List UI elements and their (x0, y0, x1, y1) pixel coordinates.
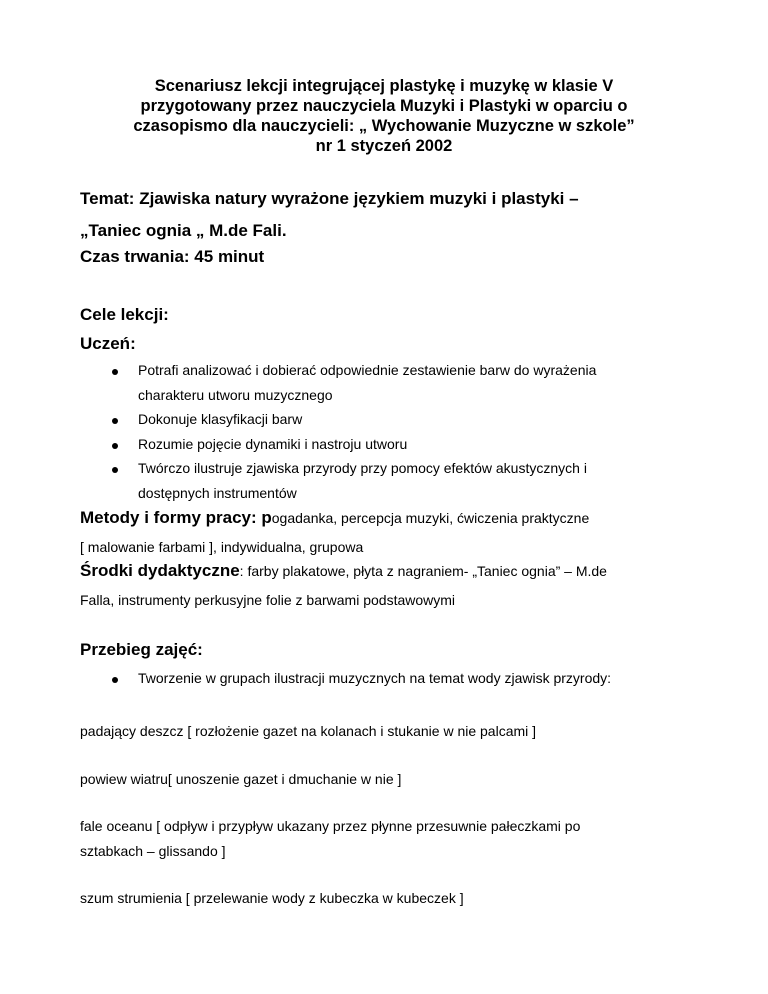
paragraph-stream: szum strumienia [ przelewanie wody z kubeczka w kubeczek ] (80, 890, 464, 906)
paragraph-wind: powiew wiatru[ unoszenie gazet i dmuchanie w nie ] (80, 771, 402, 787)
goal-item-3: Rozumie pojęcie dynamiki i nastroju utworu (138, 436, 408, 452)
title-line-4: nr 1 styczeń 2002 (315, 137, 453, 155)
aids-text: : farby plakatowe, płyta z nagraniem- „Taniec ognia” – M.de (239, 563, 607, 579)
aids-line (80, 561, 607, 581)
bullet-dot (112, 677, 118, 683)
paragraph-rain: padający deszcz [ rozłożenie gazet na kolanach i stukanie w nie palcami ] (80, 723, 537, 739)
aids-label: Środki dydaktyczne (80, 561, 240, 580)
lesson-duration: Czas trwania: 45 minut (80, 247, 265, 266)
course-heading: Przebieg zajęć: (80, 640, 203, 659)
bullet-dot (112, 467, 118, 473)
aids-line-2: Falla, instrumenty perkusyjne folie z barwami podstawowymi (80, 592, 456, 608)
paragraph-waves-cont: sztabkach – glissando ] (80, 843, 226, 859)
goal-item-4-cont: dostępnych instrumentów (138, 485, 297, 501)
bullet-dot (112, 369, 118, 375)
document-title (90, 76, 678, 156)
title-line-1: Scenariusz lekcji integrującej plastykę i muzykę w klasie V (154, 77, 614, 95)
methods-label: Metody i formy pracy: p (80, 508, 272, 527)
goal-item-2: Dokonuje klasyfikacji barw (138, 411, 303, 427)
goals-heading: Cele lekcji: (80, 305, 169, 324)
goal-item-1-cont: charakteru utworu muzycznego (138, 387, 333, 403)
methods-line (80, 508, 589, 528)
paragraph-waves: fale oceanu [ odpływ i przypływ ukazany przez płynne przesuwnie pałeczkami po (80, 818, 581, 834)
methods-text: ogadanka, percepcja muzyki, ćwiczenia praktyczne (271, 510, 590, 526)
course-item-1: Tworzenie w grupach ilustracji muzycznych na temat wody zjawisk przyrody: (138, 670, 612, 686)
student-heading: Uczeń: (80, 334, 136, 353)
methods-line-2: [ malowanie farbami ], indywidualna, grupowa (80, 539, 364, 555)
bullet-dot (112, 443, 118, 449)
goal-item-1: Potrafi analizować i dobierać odpowiednie zestawienie barw do wyrażenia (138, 362, 597, 378)
topic-line-2: „Taniec ognia „ M.de Fali. (80, 221, 287, 240)
topic-line-1: Temat: Zjawiska natury wyrażone językiem muzyki i plastyki – (80, 189, 579, 208)
goal-item-4: Twórczo ilustruje zjawiska przyrody przy pomocy efektów akustycznych i (138, 460, 587, 476)
title-line-2: przygotowany przez nauczyciela Muzyki i Plastyki w oparciu o (140, 97, 628, 115)
title-line-3: czasopismo dla nauczycieli: „ Wychowanie Muzyczne w szkole” (133, 117, 635, 135)
bullet-dot (112, 418, 118, 424)
